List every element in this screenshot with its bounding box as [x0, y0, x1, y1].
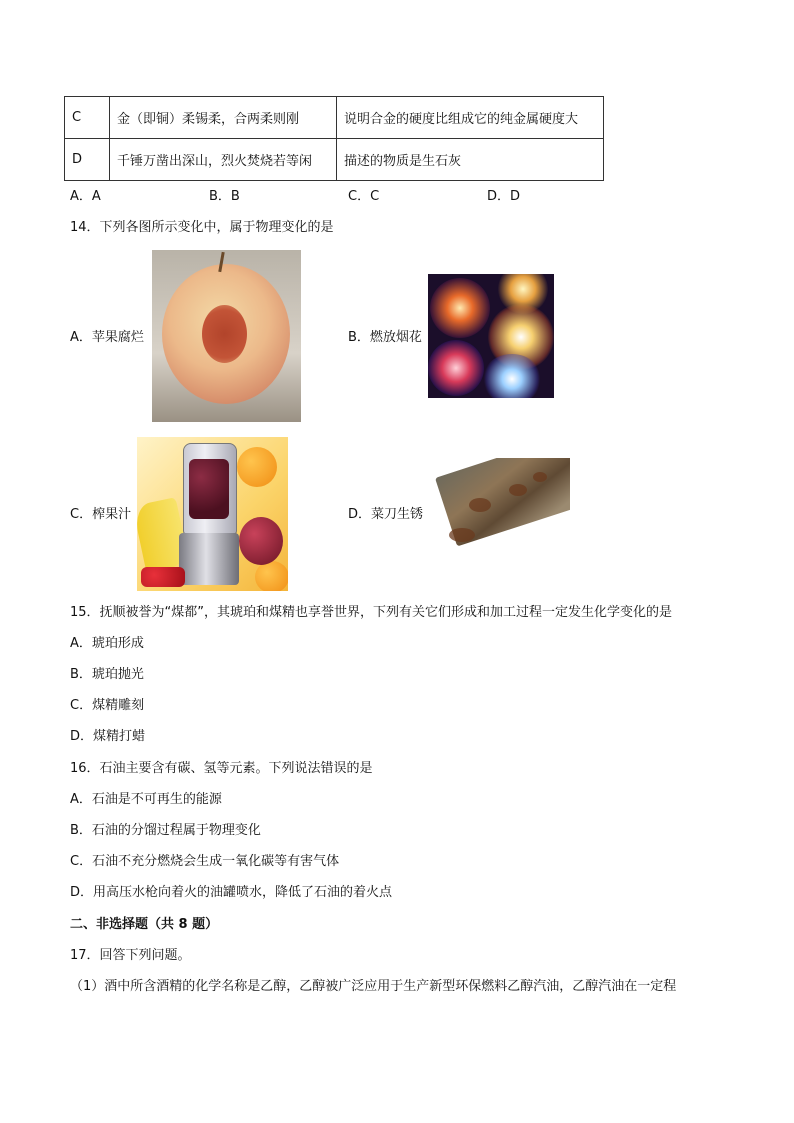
row-note: 描述的物质是生石灰 — [337, 139, 604, 181]
q16-option-b[interactable]: B．石油的分馏过程属于物理变化 — [70, 823, 261, 838]
row-label: D — [65, 139, 110, 181]
q13-option-a[interactable]: A．A — [70, 189, 101, 204]
q14-option-d[interactable]: D．菜刀生锈 — [348, 507, 424, 522]
q15-option-c[interactable]: C．煤精雕刻 — [70, 698, 145, 713]
rotten-apple-photo — [152, 250, 301, 422]
row-label: C — [65, 97, 110, 139]
q13-option-c[interactable]: C．C — [348, 189, 380, 204]
q16-option-a[interactable]: A．石油是不可再生的能源 — [70, 792, 222, 807]
q15-option-d[interactable]: D．煤精打蜡 — [70, 729, 146, 744]
q14-option-c[interactable]: C．榨果汁 — [70, 507, 132, 522]
q13-table — [64, 96, 604, 181]
q13-option-d[interactable]: D．D — [487, 189, 521, 204]
q17-part1: （1）酒中所含酒精的化学名称是乙醇，乙醇被广泛应用于生产新型环保燃料乙醇汽油，乙醇汽油在一定程 — [70, 979, 677, 994]
row-text: 千锤万凿出深山，烈火焚烧若等闲 — [110, 139, 337, 181]
q15-option-b[interactable]: B．琥珀抛光 — [70, 667, 144, 682]
row-note: 说明合金的硬度比组成它的纯金属硬度大 — [337, 97, 604, 139]
rusty-knife-photo — [429, 458, 570, 571]
q14-option-a[interactable]: A．苹果腐烂 — [70, 330, 144, 345]
section-heading: 二、非选择题（共 8 题） — [70, 917, 219, 932]
table-row — [65, 97, 604, 139]
q15-stem: 15．抚顺被誉为“煤都”，其琥珀和煤精也享誉世界，下列有关它们形成和加工过程一定发生化学变化的是 — [70, 605, 673, 620]
table-row — [65, 139, 604, 181]
q16-option-c[interactable]: C．石油不充分燃烧会生成一氧化碳等有害气体 — [70, 854, 340, 869]
q14-option-b[interactable]: B．燃放烟花 — [348, 330, 422, 345]
q16-stem: 16．石油主要含有碳、氢等元素。下列说法错误的是 — [70, 761, 373, 776]
fireworks-photo — [428, 274, 554, 398]
q15-option-a[interactable]: A．琥珀形成 — [70, 636, 144, 651]
row-text: 金（即铜）柔锡柔，合两柔则刚 — [110, 97, 337, 139]
juicer-photo — [137, 437, 288, 591]
q16-option-d[interactable]: D．用高压水枪向着火的油罐喷水，降低了石油的着火点 — [70, 885, 393, 900]
q13-option-b[interactable]: B．B — [209, 189, 240, 204]
q17-stem: 17．回答下列问题。 — [70, 948, 191, 963]
q14-stem: 14．下列各图所示变化中，属于物理变化的是 — [70, 220, 334, 235]
